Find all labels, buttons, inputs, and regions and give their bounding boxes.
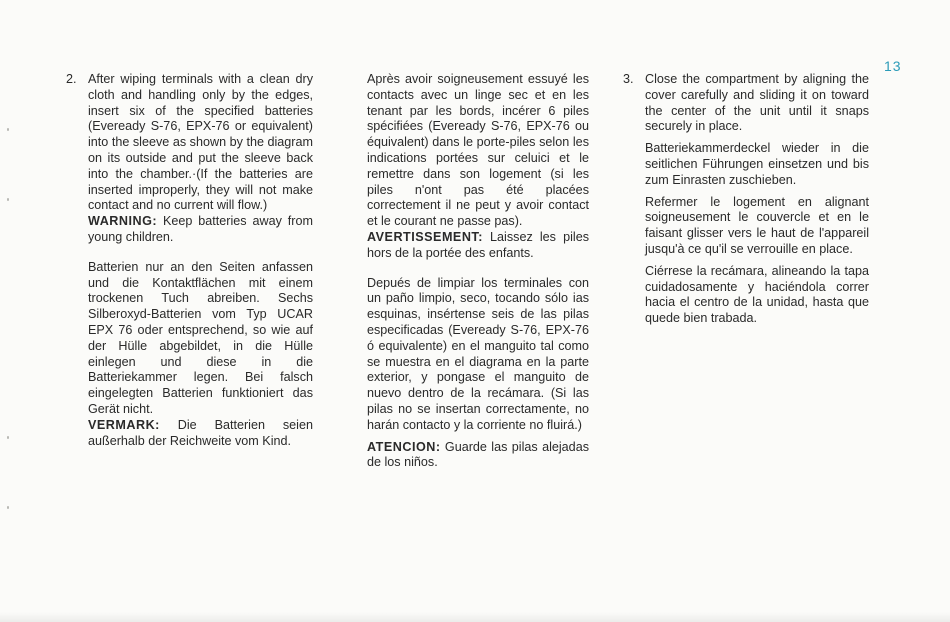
warning-spanish [367, 440, 589, 472]
step-3-german: Batteriekammerdeckel wieder in die seitlichen Führungen einsetzen und bis zum Einrasten zuschieben. [645, 141, 869, 187]
warning-french [367, 230, 589, 262]
step-3-french: Refermer le logement en alignant soigneusement le couvercle et en le faisant glisser vers le haut de l'appareil jusqu'à ce qu'il se verrouille en place. [645, 194, 869, 256]
step-2-spanish: Depués de limpiar los terminales con un paño limpio, seco, tocando sólo ias esquinas, insértense seis de las pilas especificadas (Eveready S-76, EPX-76 ó equivalente) en el manguito tal como se muestra en el diagrama en la parte exterior, y pongase el manguito de nuevo dentro de la recámara. (Si las pilas no se insertan correctamente, no harán contacto y la corriente no fluirá.) [367, 275, 589, 432]
step-2-english [66, 72, 313, 214]
french-warning-text: Laissez les piles hors de la portée des enfants. [367, 229, 589, 260]
step-number: 3. [623, 72, 634, 86]
step-2-french: Après avoir soigneusement essuyé les contacts avec un linge sec et en les tenant par les bords, incérer 6 piles spécifiées (Eveready S-76, EPX-76 ou équivalent) dans le porte-piles selon les indications portées sur celuici et le remettre dans son logement (si les piles n'ont pas été placées correctement il ne peut y avoir contact et le courant ne passe pas). [367, 72, 589, 229]
step-2-german: Batterien nur an den Seiten anfassen und die Kontaktflächen mit einem trockenen Tuch abreiben. Sechs Silberoxyd-Batterien vom Typ UCAR EPX 76 oder entsprechend, so wie auf der Hülle abgebildet, in die Hülle einlegen und diese in die Batteriekammer legen. Bei falsch eingelegten Batterien funktioniert das Gerät nicht. [88, 259, 313, 416]
german-warning-label: VERMARK: [88, 417, 160, 432]
edge-mark [7, 128, 9, 131]
page-number: 13 [884, 58, 902, 74]
column-french-spanish [367, 72, 589, 471]
warning-german [88, 418, 313, 450]
german-warning-text: Die Batterien seien außerhalb der Reichweite vom Kind. [88, 417, 313, 448]
step-2-text: After wiping terminals with a clean dry cloth and handling only by the edges, insert six of the specified batteries (Eveready S-76, EPX-76 or equivalent) into the sleeve as shown by the diagram on its outside and put the sleeve back into the chamber.·(If the batteries are inserted improperly, they will not make contact and no current will flow.) [88, 72, 313, 213]
spanish-warning-label: ATENCION: [367, 439, 441, 454]
step-3-english [623, 72, 869, 135]
step-3-text: Close the compartment by aligning the cover carefully and sliding it on toward the center of the unit until it snaps securely in place. [645, 72, 869, 134]
column-step-3 [623, 72, 869, 327]
warning-english [88, 214, 313, 246]
warning-text: Keep batteries away from young children. [88, 214, 313, 244]
page-bottom-shadow [0, 612, 950, 622]
edge-mark [7, 436, 9, 439]
french-warning-label: AVERTISSEMENT: [367, 229, 483, 244]
edge-mark [7, 506, 9, 509]
column-english-german [66, 72, 313, 449]
step-3-spanish: Ciérrese la recámara, alineando la tapa cuidadosamente y haciéndola correr hacia el centro de la unidad, hasta que quede bien trabada. [645, 263, 869, 326]
warning-label: WARNING: [88, 214, 158, 229]
edge-mark [7, 198, 9, 201]
step-number: 2. [66, 72, 77, 86]
spanish-warning-text: Guarde las pilas alejadas de los niños. [367, 439, 589, 470]
